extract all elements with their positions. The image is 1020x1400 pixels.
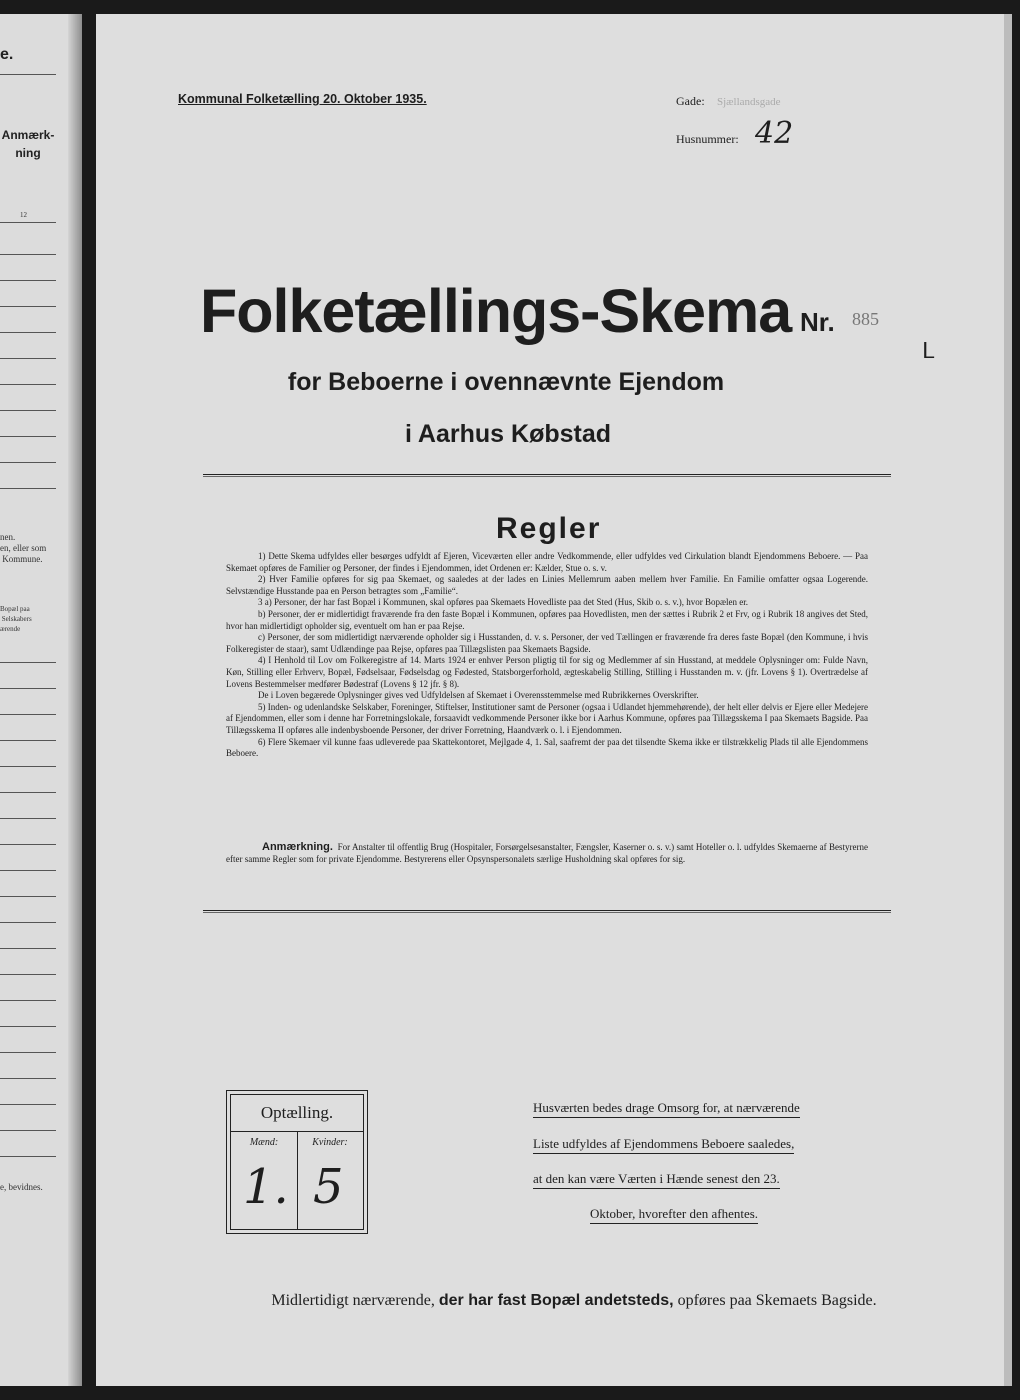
left-page-column-header: Anmærk- ning (1, 128, 55, 160)
left-page-rule (0, 1104, 56, 1105)
rule-paragraph: 2) Hver Familie opføres for sig paa Skemaet, og saaledes at der lades en Linies Mellemrum aaben mellem hver Familie. En Familie omfatter ogsaa Logerende. Selvstændige Husstande paa en Person betragtes som „Familie“. (226, 574, 868, 596)
husnummer-label: Husnummer: (676, 132, 739, 146)
left-page-rule (0, 74, 56, 75)
left-page-rule (0, 1130, 56, 1131)
left-page-text: Bopæl paa Selskabers ærende (0, 605, 32, 633)
left-page-rule (0, 870, 56, 871)
husvaert-note-line: Liste udfyldes af Ejendommens Beboere saaledes, (533, 1136, 794, 1154)
left-page-rule (0, 662, 56, 663)
gade-label: Gade: (676, 94, 705, 108)
form-subtitle: for Beboerne i ovennævnte Ejendom (287, 368, 725, 396)
left-page-rule (0, 974, 56, 975)
left-page-rule (0, 922, 56, 923)
form-number-value: 885 (852, 309, 879, 329)
left-page-rule (0, 1156, 56, 1157)
census-heading: Kommunal Folketælling 20. Oktober 1935. (178, 92, 427, 106)
margin-mark: ᒪ (922, 338, 935, 363)
divider (203, 910, 891, 913)
kvinder-label: Kvinder: (312, 1137, 348, 1148)
form-title: Folketællings-Skema (200, 277, 792, 345)
left-page-rule (0, 1000, 56, 1001)
rule-paragraph: b) Personer, der er midlertidigt fraværende fra den faste Bopæl i Kommunen, opføres paa Hovedlisten, men der sættes i Rubrik 2 et Frv, og i Rubrik 18 angives det Sted, hvor han midlertidigt opholder sig, eventuelt om han er paa Rejse. (226, 608, 868, 631)
page-spine (68, 14, 82, 1386)
left-page-rule (0, 766, 56, 767)
footer-text: Midlertidigt nærværende, (271, 1292, 439, 1309)
rule-paragraph: 3 a) Personer, der har fast Bopæl i Kommunen, skal opføres paa Skemaets Hovedliste paa det Sted (Hus, Skib o. s. v.), hvor Bopælen er. (258, 597, 748, 608)
left-page-text: e, bevidnes. (0, 1182, 43, 1192)
left-page-rule (0, 488, 56, 489)
left-page-rule (0, 222, 56, 223)
left-page-rule (0, 688, 56, 689)
gade-value: Sjællandsgade (717, 96, 781, 108)
form-number-label: Nr. (800, 307, 835, 337)
left-page-rule (0, 1052, 56, 1053)
optaelling-box (226, 1090, 368, 1234)
maend-count: 1. (243, 1159, 289, 1215)
husvaert-note-line: at den kan være Værten i Hænde senest den 23. (533, 1171, 780, 1189)
footer-bold-text: der har fast Bopæl andetsteds, (438, 1292, 674, 1309)
divider (203, 474, 891, 477)
left-page-column-number: 12 (20, 211, 27, 219)
left-page-rule (0, 948, 56, 949)
left-page-rule (0, 436, 56, 437)
form-subtitle-location: i Aarhus Købstad (404, 420, 612, 448)
rule-paragraph: c) Personer, der som midlertidigt nærværende opholder sig i Husstanden, d. v. s. Personer, der ved Tællingen er fraværende fra deres faste Bopæl (den Kommune, i hvis Folkeregister de staar), samt Udlændinge paa Rejse, opføres paa Tillægslisten paa Skemaets Bagside. (226, 632, 868, 654)
left-page-rule (0, 280, 56, 281)
census-form-page (96, 14, 1004, 1386)
left-page-rule (0, 896, 56, 897)
left-page-rule (0, 1026, 56, 1027)
left-page-rule (0, 844, 56, 845)
anmaerkning-label: Anmærkning. (262, 841, 333, 853)
left-page-rule (0, 410, 56, 411)
left-page-rule (0, 714, 56, 715)
optaelling-box-inner (230, 1094, 364, 1230)
footer-text: opføres paa Skemaets Bagside. (673, 1292, 877, 1309)
rule-paragraph: 4) I Henhold til Lov om Folkeregistre af 14. Marts 1924 er enhver Person pligtig til for sig og Medlemmer af sin Husstand, at meddele Oplysninger om: Fulde Navn, Køn, Stilling eller Erhverv, Bopæl, Fødselsaar, Fødselsdag og Fødested, Statsborgerforhold, ægteskabelig Stilling, Stilling i Husstanden m. v. (jfr. Lovens § 1). Overtrædelse af Lovens Bestemmelser medfører Bødestraf (Lovens § 12 jfr. § 8). (226, 655, 868, 689)
left-page-rule (0, 818, 56, 819)
left-facing-page (0, 14, 82, 1386)
left-page-rule (0, 332, 56, 333)
kvinder-count: 5 (313, 1159, 344, 1215)
left-page-rule (0, 462, 56, 463)
left-page-rule (0, 384, 56, 385)
left-page-rule (0, 740, 56, 741)
rule-paragraph: De i Loven begærede Oplysninger gives ved Udfyldelsen af Skemaet i Overensstemmelse med Rubrikkernes Overskrifter. (258, 690, 699, 701)
left-page-rule (0, 1078, 56, 1079)
anmaerkning-note (226, 842, 868, 865)
husvaert-note-line: Oktober, hvorefter den afhentes. (590, 1206, 758, 1224)
rules-heading: Regler (496, 512, 602, 545)
rule-paragraph: 6) Flere Skemaer vil kunne faas udleverede paa Skattekontoret, Mejlgade 4, 1. Sal, saafremt der paa det tilsendte Skema ikke er tilstrækkelig Plads til alle Ejendommens Beboere. (226, 736, 868, 759)
page-edge (1004, 14, 1012, 1386)
left-page-rule (0, 358, 56, 359)
left-page-rule (0, 306, 56, 307)
left-page-rule (0, 792, 56, 793)
optaelling-title: Optælling. (260, 1103, 334, 1122)
rules-body (226, 551, 868, 760)
footer-note (96, 1292, 1004, 1310)
left-page-text: nen. en, eller som Kommune. (0, 532, 47, 564)
anmaerkning-text: For Anstalter til offentlig Brug (Hospitaler, Forsørgelsesanstalter, Fængsler, Kaserner o. s. v.) samt Hoteller o. l. udfyldes Skemaerne af Bestyrerne efter samme Regler som for private Ejendomme. Bestyrerens eller Opsynspersonalets særlige Husholdning skal opføres for sig. (226, 842, 868, 864)
left-page-rule (0, 254, 56, 255)
husnummer-value: 42 (755, 116, 794, 151)
rule-paragraph: 5) Inden- og udenlandske Selskaber, Foreninger, Stiftelser, Institutioner samt de Personer (ogsaa i Udlandet hjemmehørende), der helt eller delvis er Ejere eller Medejere af Ejendommen, eller som i denne har Forretningslokale, forsaavidt vedkommende Personer ikke bor i Aarhus Kommune, opføres paa Tillægsskema I paa Skemaets Bagside. Paa Tillægsskema II opføres alle indenbysboende Personer, der driver Forretning, Haandværk o. l. i Ejendommen. (226, 701, 868, 735)
husvaert-note-line: Husværten bedes drage Omsorg for, at nærværende (533, 1100, 800, 1118)
rule-paragraph: 1) Dette Skema udfyldes eller besørges udfyldt af Ejeren, Viceværten eller andre Vedkommende, eller udfyldes ved Cirkulation blandt Ejendommens Beboere. — Paa Skemaet opføres de Familier og Personer, der findes i Ejendommen, idet Ordenen er: Kælder, Stue o. s. v. (226, 551, 868, 573)
maend-label: Mænd: (249, 1137, 279, 1148)
left-page-header: e. (0, 46, 14, 63)
